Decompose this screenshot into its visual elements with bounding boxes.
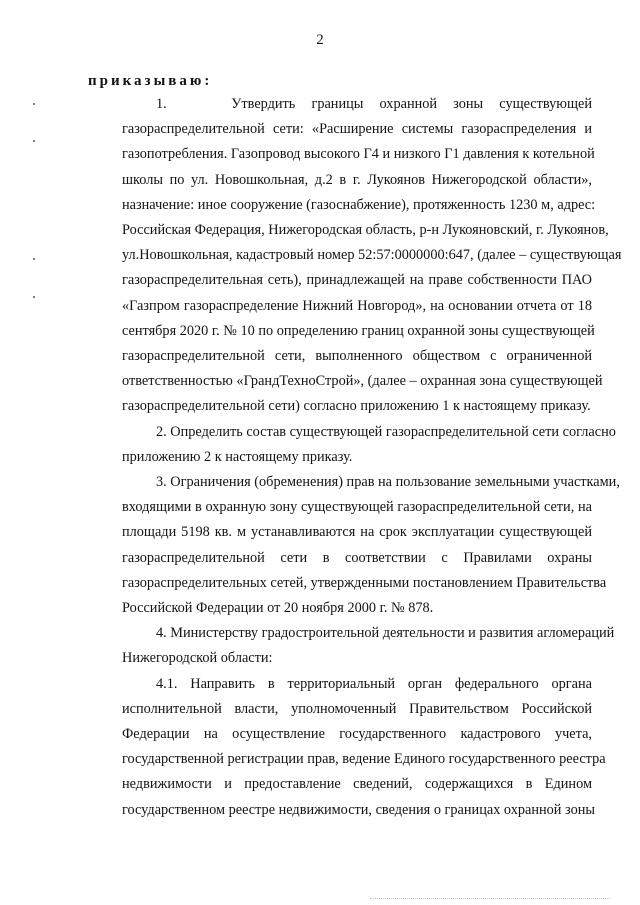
text-line: исполнительной власти, уполномоченный Правительством Российской (122, 700, 592, 717)
text-line: газопотребления. Газопровод высокого Г4 и низкого Г1 давления к котельной (122, 146, 595, 163)
text-line: газораспределительной сети в соответствии с Правилами охраны (122, 549, 592, 566)
paragraph-2 (88, 420, 616, 470)
text-line: 3. Ограничения (обременения) прав на пользование земельными участками, (156, 474, 620, 491)
text-line: назначение: иное сооружение (газоснабжение), протяженность 1230 м, адрес: (122, 196, 596, 213)
scan-bottom-marks (370, 898, 610, 905)
text-line: приложению 2 к настоящему приказу. (122, 448, 353, 465)
text-line: газораспределительная сеть), принадлежащей на праве собственности ПАО (122, 272, 592, 289)
scan-speck (33, 103, 35, 105)
page-number: 2 (316, 32, 324, 48)
paragraph-1 (88, 92, 622, 420)
text-line: ул.Новошкольная, кадастровый номер 52:57:0000000:647, (далее – существующая (122, 247, 622, 264)
text-line: газораспределительных сетей, утвержденными постановлением Правительства (122, 574, 607, 591)
order-heading: приказываю: (88, 73, 213, 89)
text-line: сентября 2020 г. № 10 по определению границ охранной зоны существующей (122, 322, 595, 339)
text-line: Российской Федерации от 20 ноября 2000 г. № 878. (122, 600, 434, 617)
scan-speck (33, 296, 35, 298)
text-line: газораспределительной сети) согласно приложению 1 к настоящему приказу. (122, 398, 591, 415)
text-line: площади 5198 кв. м устанавливаются на срок эксплуатации существующей (122, 524, 592, 541)
scan-speck (33, 258, 35, 260)
text-line: газораспределительной сети, выполненного обществом с ограниченной (122, 348, 592, 365)
text-line: Российская Федерация, Нижегородская область, р-н Лукояновский, г. Лукоянов, (122, 222, 609, 239)
text-line: Нижегородской области: (122, 650, 273, 667)
text-line: Федерации на осуществление государственного кадастрового учета, (122, 726, 592, 743)
text-line: 1. Утвердить границы охранной зоны существующей (156, 96, 592, 112)
text-line: 2. Определить состав существующей газораспределительной сети согласно (156, 423, 616, 440)
document-body (88, 92, 622, 823)
text-line: школы по ул. Новошкольная, д.2 в г. Лукоянов Нижегородской области», (122, 171, 592, 188)
text-line: 4.1. Направить в территориальный орган федерального органа (156, 675, 592, 692)
text-line: государственном реестре недвижимости, сведения о границах охранной зоны (122, 801, 596, 818)
text-line: ответственностью «ГрандТехноСтрой», (далее – охранная зона существующей (122, 373, 603, 390)
paragraph-4 (88, 621, 615, 671)
text-line: входящими в охранную зону существующей газораспределительной сети, на (122, 499, 592, 516)
paragraph-3 (88, 470, 620, 621)
scan-speck (33, 140, 35, 142)
text-line: «Газпром газораспределение Нижний Новгород», на основании отчета от 18 (122, 297, 592, 314)
paragraph-4-1 (88, 672, 606, 823)
text-line: газораспределительной сети: «Расширение системы газораспределения и (122, 121, 592, 138)
text-line: государственной регистрации прав, ведение Единого государственного реестра (122, 751, 606, 768)
text-line: недвижимости и предоставление сведений, содержащихся в Едином (122, 776, 592, 793)
text-line: 4. Министерству градостроительной деятельности и развития агломераций (156, 625, 615, 642)
